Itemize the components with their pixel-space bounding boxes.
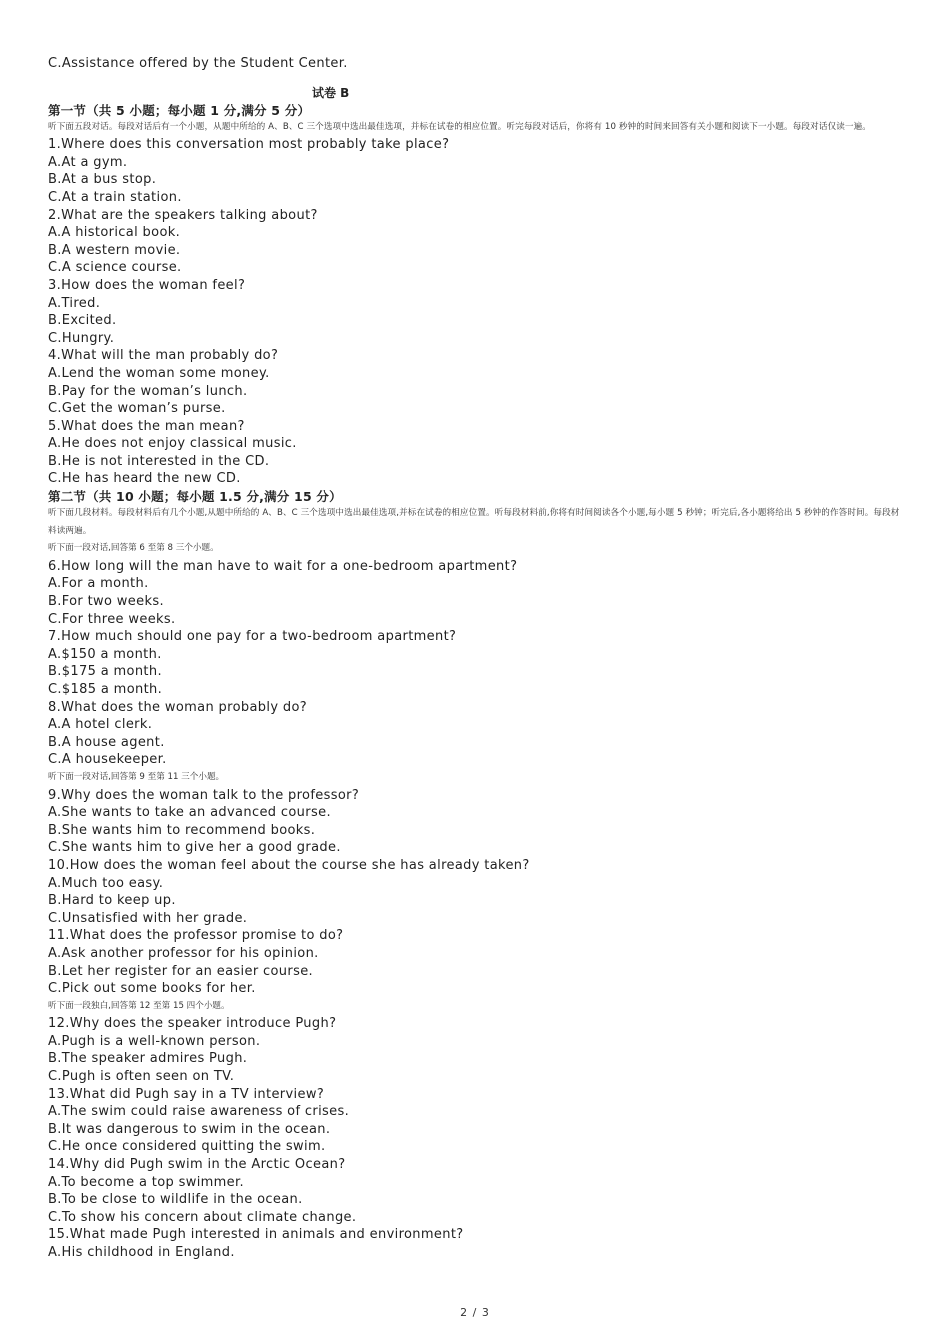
option-a: A.Ask another professor for his opinion. — [48, 945, 319, 961]
question-text: 3.How does the woman feel? — [48, 277, 246, 293]
question-text: 10.How does the woman feel about the course she has already taken? — [48, 857, 530, 873]
option-b: B.He is not interested in the CD. — [48, 453, 270, 469]
option-a: A.A hotel clerk. — [48, 717, 153, 733]
question-text: 7.How much should one pay for a two-bedroom apartment? — [48, 629, 457, 645]
group-note: 听下面一段独白,回答第 12 至第 15 四个小题。 — [48, 1000, 230, 1011]
option-b: B.$175 a month. — [48, 664, 162, 680]
option-a: A.She wants to take an advanced course. — [48, 805, 331, 821]
option-b: B.Pay for the woman’s lunch. — [48, 383, 248, 399]
question-text: 13.What did Pugh say in a TV interview? — [48, 1086, 325, 1102]
option-c: C.Get the woman’s purse. — [48, 401, 226, 417]
previous-option-line: C.Assistance offered by the Student Center. — [48, 56, 348, 71]
group-note: 听下面一段对话,回答第 6 至第 8 三个小题。 — [48, 543, 219, 554]
option-a: A.A historical book. — [48, 225, 181, 241]
option-c: C.She wants him to give her a good grade. — [48, 840, 341, 856]
option-c: C.Hungry. — [48, 330, 115, 346]
question-text: 1.Where does this conversation most probably take place? — [48, 137, 450, 153]
option-b: B.Hard to keep up. — [48, 893, 176, 909]
section2-heading: 第二节（共 10 小题；每小题 1.5 分,满分 15 分） — [48, 489, 342, 505]
question-text: 8.What does the woman probably do? — [48, 699, 308, 715]
question-text: 5.What does the man mean? — [48, 418, 245, 434]
question-text: 14.Why did Pugh swim in the Arctic Ocean? — [48, 1157, 346, 1173]
option-c: C.Pick out some books for her. — [48, 981, 256, 997]
question-group-c — [48, 1015, 908, 1261]
option-c: C.He has heard the new CD. — [48, 471, 241, 487]
option-b: B.Let her register for an easier course. — [48, 963, 314, 979]
question-text: 4.What will the man probably do? — [48, 348, 279, 364]
option-a: A.He does not enjoy classical music. — [48, 436, 297, 452]
section1-instructions: 听下面五段对话。每段对话后有一个小题，从题中所给的 A、B、C 三个选项中选出最佳选项，并标在试卷的相应位置。听完每段对话后，你将有 10 秒钟的时间来回答有关小题和阅读下一小题。每段对话仅读一遍。 — [48, 121, 871, 132]
document-page — [48, 55, 908, 1262]
option-c: C.For three weeks. — [48, 611, 176, 627]
question-text: 2.What are the speakers talking about? — [48, 207, 318, 223]
section2-instructions: 听下面几段材料。每段材料后有几个小题,从题中所给的 A、B、C 三个选项中选出最佳选项,并标在试卷的相应位置。听每段材料前,你将有时间阅读各个小题,每小题 5 秒钟；听完后,各小题将给出 5 秒钟的作答时间。每段材料读两遍。 — [48, 508, 900, 536]
option-a: A.The swim could raise awareness of crises. — [48, 1104, 350, 1120]
option-a: A.For a month. — [48, 576, 149, 592]
option-a: A.Tired. — [48, 295, 101, 311]
option-b: B.Excited. — [48, 313, 117, 329]
option-b: B.It was dangerous to swim in the ocean. — [48, 1121, 331, 1137]
group-note: 听下面一段对话,回答第 9 至第 11 三个小题。 — [48, 771, 225, 782]
option-c: C.He once considered quitting the swim. — [48, 1139, 326, 1155]
option-b: B.At a bus stop. — [48, 172, 157, 188]
section1-questions — [48, 136, 908, 488]
option-b: B.To be close to wildlife in the ocean. — [48, 1192, 303, 1208]
option-a: A.His childhood in England. — [48, 1245, 235, 1260]
option-b: B.The speaker admires Pugh. — [48, 1051, 248, 1067]
option-c: C.A science course. — [48, 260, 182, 276]
question-group-a — [48, 558, 908, 769]
option-c: C.$185 a month. — [48, 682, 163, 697]
option-a: A.At a gym. — [48, 154, 128, 170]
question-text: 9.Why does the woman talk to the professor? — [48, 787, 360, 803]
question-text: 15.What made Pugh interested in animals and environment? — [48, 1227, 464, 1243]
page-number: 2 / 3 — [460, 1306, 490, 1319]
option-c: C.Pugh is often seen on TV. — [48, 1069, 235, 1085]
option-c: C.A housekeeper. — [48, 752, 167, 768]
question-text: 11.What does the professor promise to do? — [48, 928, 344, 944]
option-c: C.Unsatisfied with her grade. — [48, 910, 248, 926]
option-a: A.Lend the woman some money. — [48, 365, 270, 381]
option-b: B.A western movie. — [48, 242, 181, 258]
question-text: 6.How long will the man have to wait for a one-bedroom apartment? — [48, 558, 518, 574]
option-a: A.To become a top swimmer. — [48, 1174, 245, 1190]
section1-heading: 第一节（共 5 小题；每小题 1 分,满分 5 分） — [48, 102, 311, 118]
option-c: C.To show his concern about climate change. — [48, 1209, 357, 1225]
option-b: B.A house agent. — [48, 734, 165, 750]
option-b: B.For two weeks. — [48, 594, 164, 610]
option-b: B.She wants him to recommend books. — [48, 822, 316, 838]
option-a: A.$150 a month. — [48, 646, 162, 662]
option-a: A.Pugh is a well-known person. — [48, 1033, 261, 1049]
option-c: C.At a train station. — [48, 189, 182, 205]
question-text: 12.Why does the speaker introduce Pugh? — [48, 1016, 337, 1032]
question-group-b — [48, 787, 908, 998]
paper-title: 试卷 B — [312, 85, 350, 100]
option-a: A.Much too easy. — [48, 875, 164, 891]
